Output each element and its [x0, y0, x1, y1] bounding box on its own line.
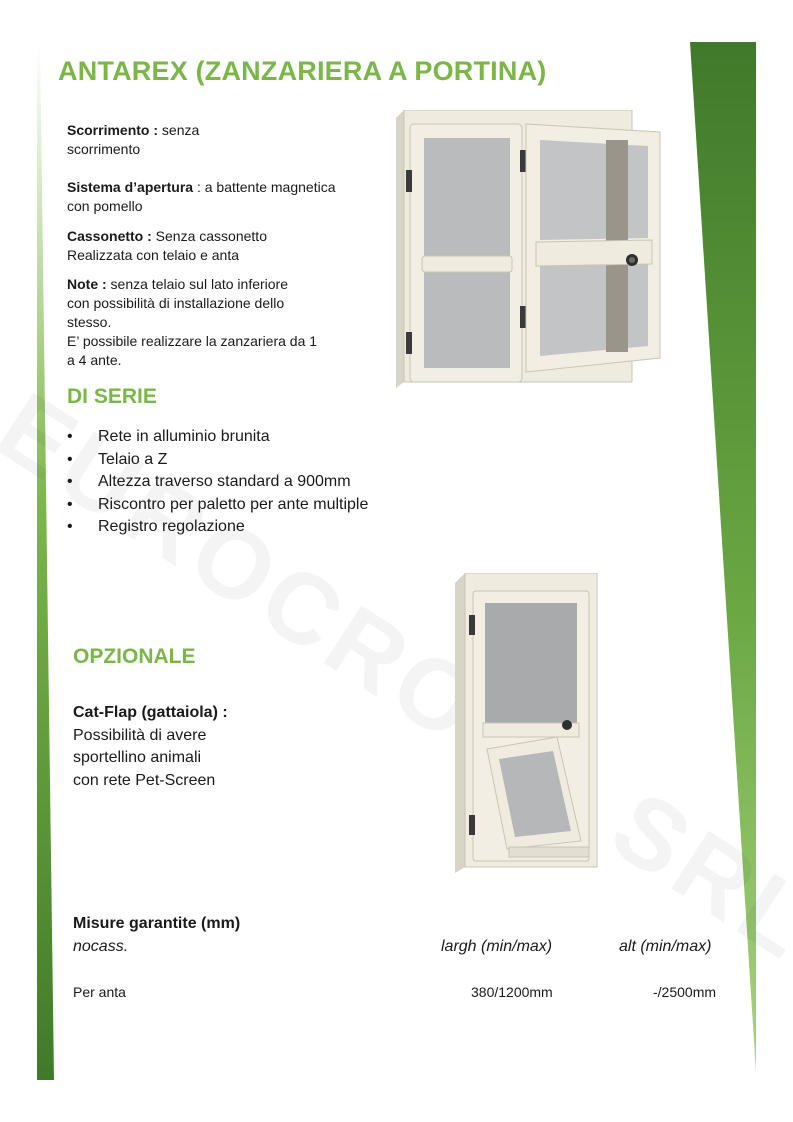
spec-value: senza: [158, 122, 200, 138]
spec-label: Sistema d’apertura: [67, 179, 194, 195]
list-item: • Rete in alluminio brunita: [67, 426, 368, 449]
optional-label: Cat-Flap (gattaiola) :: [73, 704, 228, 721]
spec-value: Realizzata con telaio e anta: [67, 247, 239, 263]
double-door-image: [396, 110, 670, 388]
spec-value: : a battente magnetica: [193, 179, 336, 195]
list-item: • Altezza traverso standard a 900mm: [67, 471, 368, 494]
spec-scorrimento: [67, 121, 199, 159]
note-line: stesso.: [67, 314, 112, 330]
measures-row-width: 380/1200mm: [471, 984, 553, 1000]
spec-value: Senza cassonetto: [151, 228, 267, 244]
optional-line: con rete Pet-Screen: [73, 771, 216, 789]
measures-row-height: -/2500mm: [653, 984, 717, 1000]
note-line: senza telaio sul lato inferiore: [106, 276, 288, 292]
spec-note: [67, 275, 317, 370]
measures-col-width: largh (min/max): [441, 938, 553, 955]
optional-heading: OPZIONALE: [73, 645, 196, 668]
list-item: • Registro regolazione: [67, 516, 368, 539]
cat-flap-door-image: [455, 573, 605, 873]
measures-col-height: alt (min/max): [619, 938, 712, 955]
note-line: con possibilità di installazione dello: [67, 295, 285, 311]
serie-list: [67, 426, 368, 539]
spec-sistema-apertura: [67, 178, 336, 216]
note-line: a 4 ante.: [67, 352, 122, 368]
optional-line: sportellino animali: [73, 749, 202, 766]
spec-value: scorrimento: [67, 141, 141, 157]
serie-heading: DI SERIE: [67, 385, 157, 408]
note-label: Note :: [67, 276, 107, 292]
spec-label: Scorrimento :: [67, 122, 159, 138]
spec-cassonetto: [67, 227, 267, 265]
optional-line: Possibilità di avere: [73, 726, 207, 744]
measures-row-label: Per anta: [73, 984, 126, 1000]
list-item: • Telaio a Z: [67, 449, 368, 472]
measures-title: Misure garantite (mm): [73, 915, 241, 932]
spec-value: con pomello: [67, 198, 143, 214]
list-item: • Riscontro per paletto per ante multiple: [67, 494, 368, 517]
spec-label: Cassonetto :: [67, 228, 152, 244]
left-green-band: [37, 42, 54, 1080]
page-title: ANTAREX (ZANZARIERA A PORTINA): [58, 56, 547, 86]
note-line: E’ possibile realizzare la zanzariera da 1: [67, 333, 318, 349]
measures-col-type: nocass.: [73, 938, 129, 955]
optional-description: [73, 702, 228, 792]
